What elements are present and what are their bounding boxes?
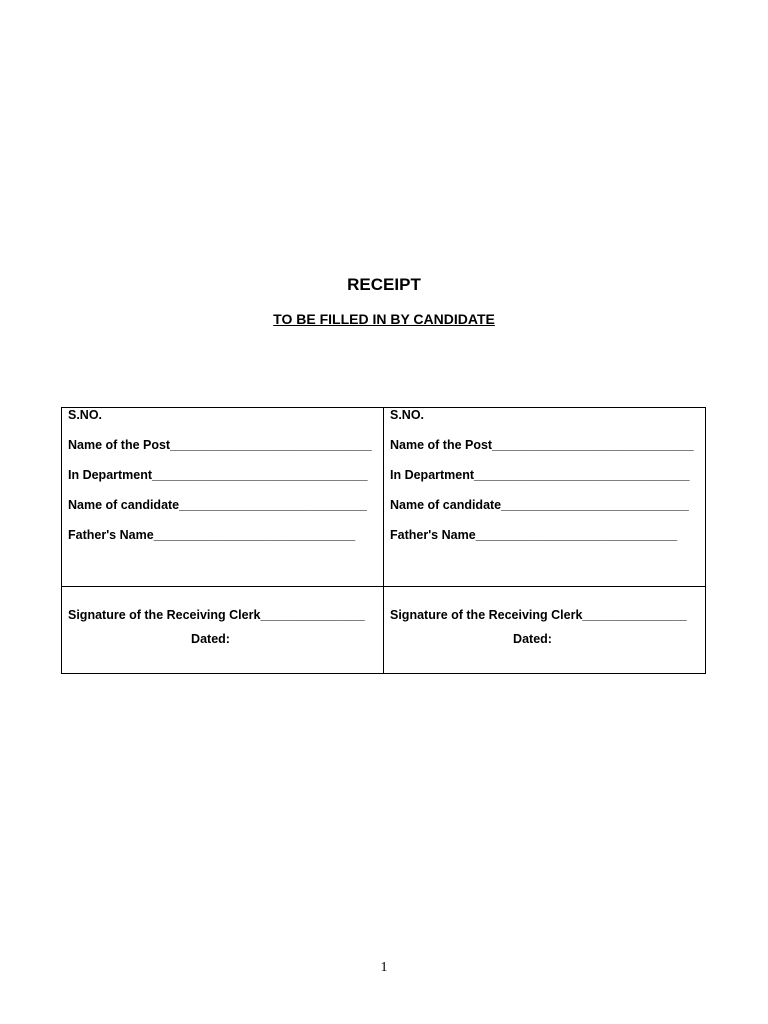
receipt-table xyxy=(61,407,706,674)
department-field: In Department_______________________________ xyxy=(390,468,690,482)
receipt-right-details xyxy=(384,408,706,587)
receipt-left-signature xyxy=(62,587,384,674)
post-name-field: Name of the Post_____________________________ xyxy=(68,438,372,452)
sno-field: S.NO. xyxy=(68,408,103,422)
dated-label: Dated: xyxy=(513,632,552,646)
dated-label: Dated: xyxy=(191,632,230,646)
signature-row xyxy=(62,587,706,674)
receipt-left-details xyxy=(62,408,384,587)
sno-field: S.NO. xyxy=(390,408,425,422)
page-title: RECEIPT xyxy=(347,275,421,294)
father-name-field: Father's Name_____________________________ xyxy=(390,528,678,542)
father-name-field: Father's Name_____________________________ xyxy=(68,528,356,542)
clerk-signature-field: Signature of the Receiving Clerk_______________ xyxy=(390,608,687,622)
details-row xyxy=(62,408,706,587)
page-subtitle: TO BE FILLED IN BY CANDIDATE xyxy=(273,311,495,327)
department-field: In Department_______________________________ xyxy=(68,468,368,482)
post-name-field: Name of the Post_____________________________ xyxy=(390,438,694,452)
receipt-right-signature xyxy=(384,587,706,674)
clerk-signature-field: Signature of the Receiving Clerk_______________ xyxy=(68,608,365,622)
page-number: 1 xyxy=(380,960,388,975)
candidate-name-field: Name of candidate___________________________ xyxy=(390,498,689,512)
candidate-name-field: Name of candidate___________________________ xyxy=(68,498,367,512)
